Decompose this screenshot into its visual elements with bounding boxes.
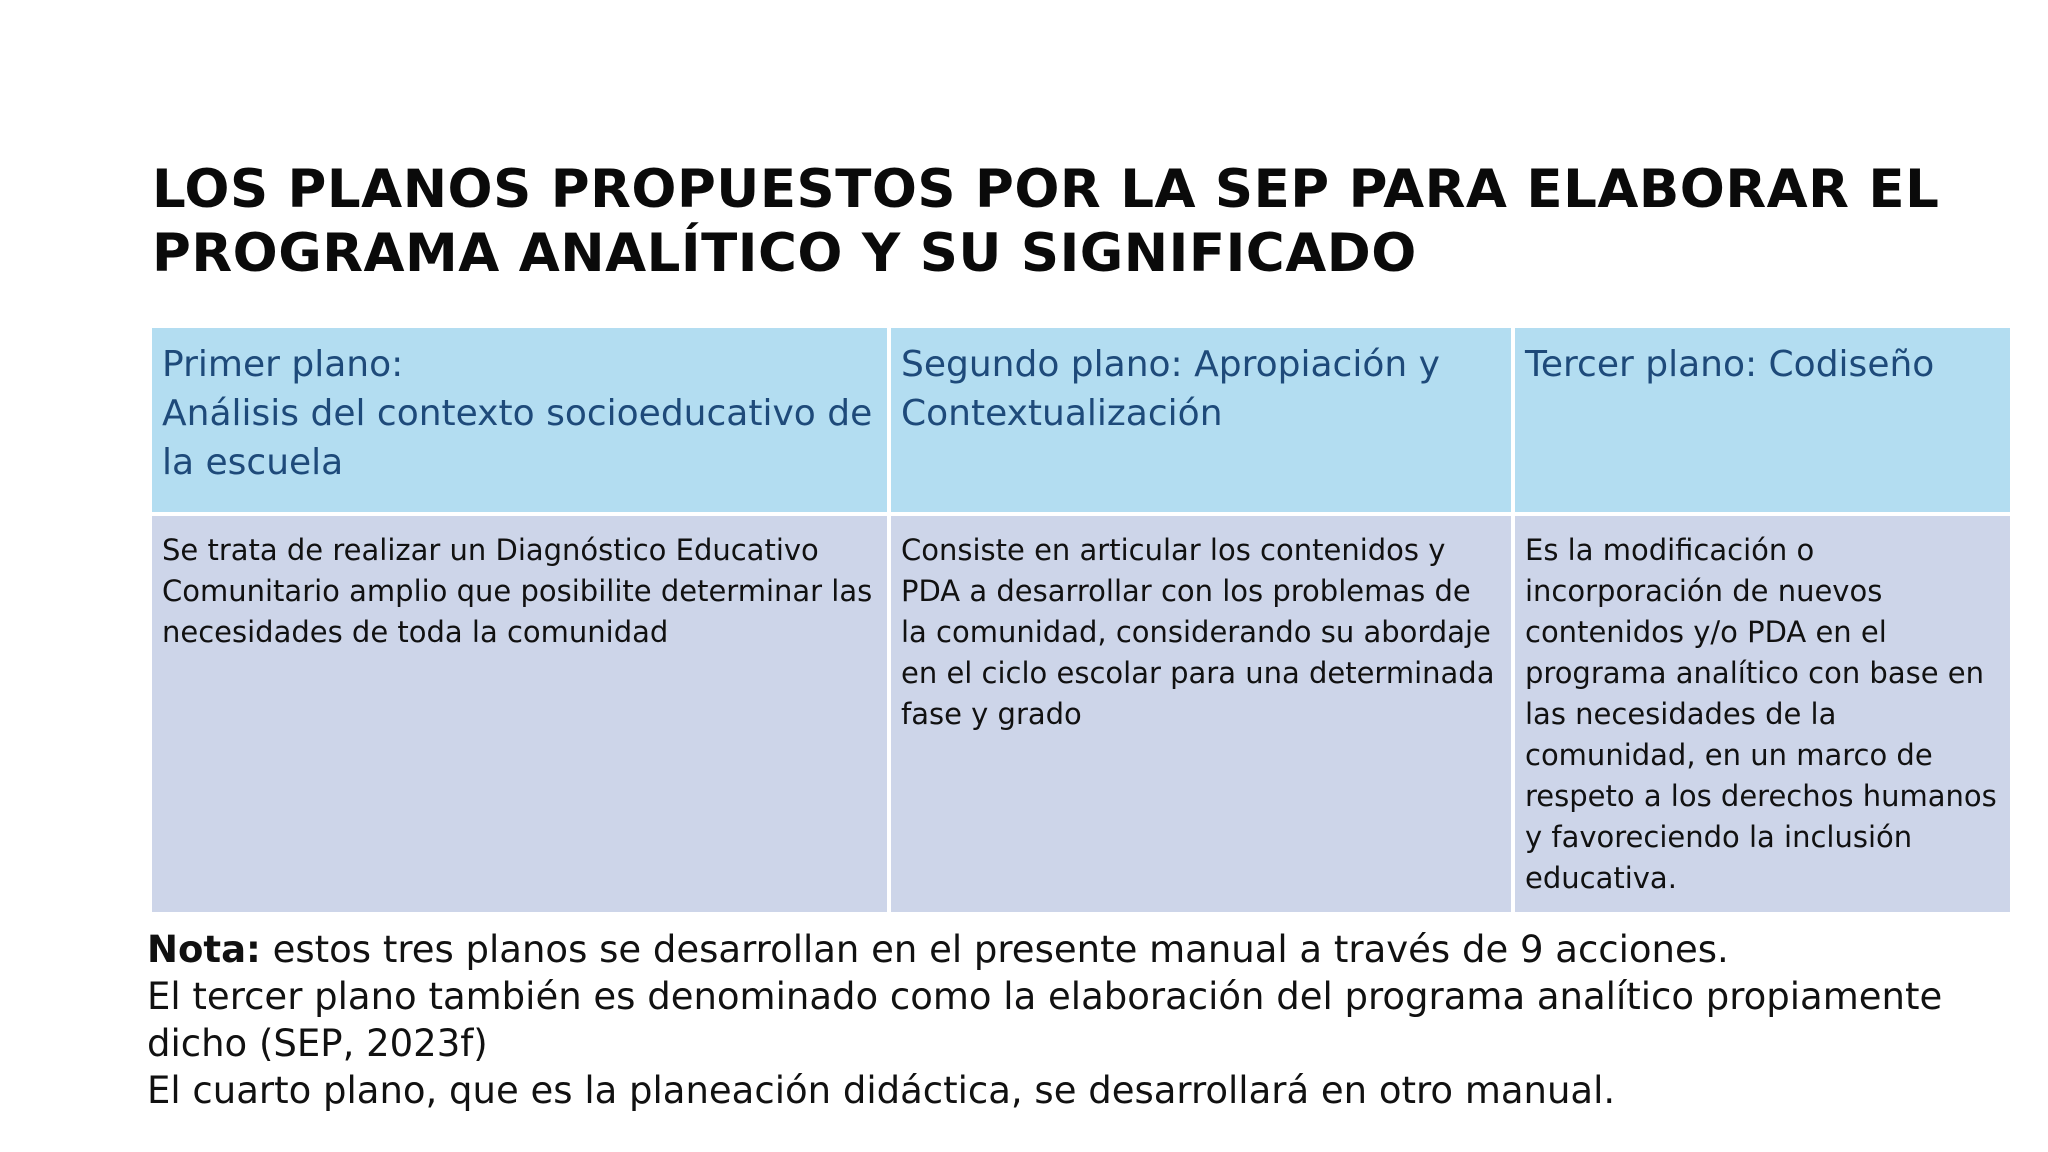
header-primer-plano-line1: Primer plano: xyxy=(162,344,404,385)
note-line-1 xyxy=(147,926,2007,973)
notes xyxy=(147,926,2007,1114)
header-segundo-plano xyxy=(889,326,1513,514)
cell-primer-plano: Se trata de realizar un Diagnóstico Educativo Comunitario amplio que posibilite determinar las necesidades de toda la comunidad xyxy=(150,514,889,914)
table-body-row xyxy=(150,514,2012,914)
title-line-2: PROGRAMA ANALÍTICO Y SU SIGNIFICADO xyxy=(152,223,1417,284)
header-tercer-plano xyxy=(1513,326,2012,514)
header-primer-plano xyxy=(150,326,889,514)
slide-title xyxy=(152,158,1952,286)
cell-tercer-plano: Es la modificación o incorporación de nuevos contenidos y/o PDA en el programa analítico con base en las necesidades de la comunidad, en un marco de respeto a los derechos humanos y favoreciendo la inclusión educativa. xyxy=(1513,514,2012,914)
table-header-row xyxy=(150,326,2012,514)
note-line-1-text: estos tres planos se desarrollan en el presente manual a través de 9 acciones. xyxy=(260,928,1729,971)
note-line-3: El cuarto plano, que es la planeación didáctica, se desarrollará en otro manual. xyxy=(147,1069,1616,1112)
planes-table xyxy=(148,324,2014,916)
header-segundo-plano-line1: Segundo plano: Apropiación y Contextualización xyxy=(901,344,1440,434)
header-tercer-plano-line1: Tercer plano: Codiseño xyxy=(1525,344,1935,385)
header-primer-plano-line2: Análisis del contexto socioeducativo de la escuela xyxy=(162,393,873,483)
note-line-2: El tercer plano también es denominado como la elaboración del programa analítico propiamente dicho (SEP, 2023f) xyxy=(147,975,1943,1065)
cell-segundo-plano: Consiste en articular los contenidos y PDA a desarrollar con los problemas de la comunidad, considerando su abordaje en el ciclo escolar para una determinada fase y grado xyxy=(889,514,1513,914)
note-label: Nota: xyxy=(147,928,261,971)
title-line-1: LOS PLANOS PROPUESTOS POR LA SEP PARA ELABORAR EL xyxy=(152,159,1940,220)
